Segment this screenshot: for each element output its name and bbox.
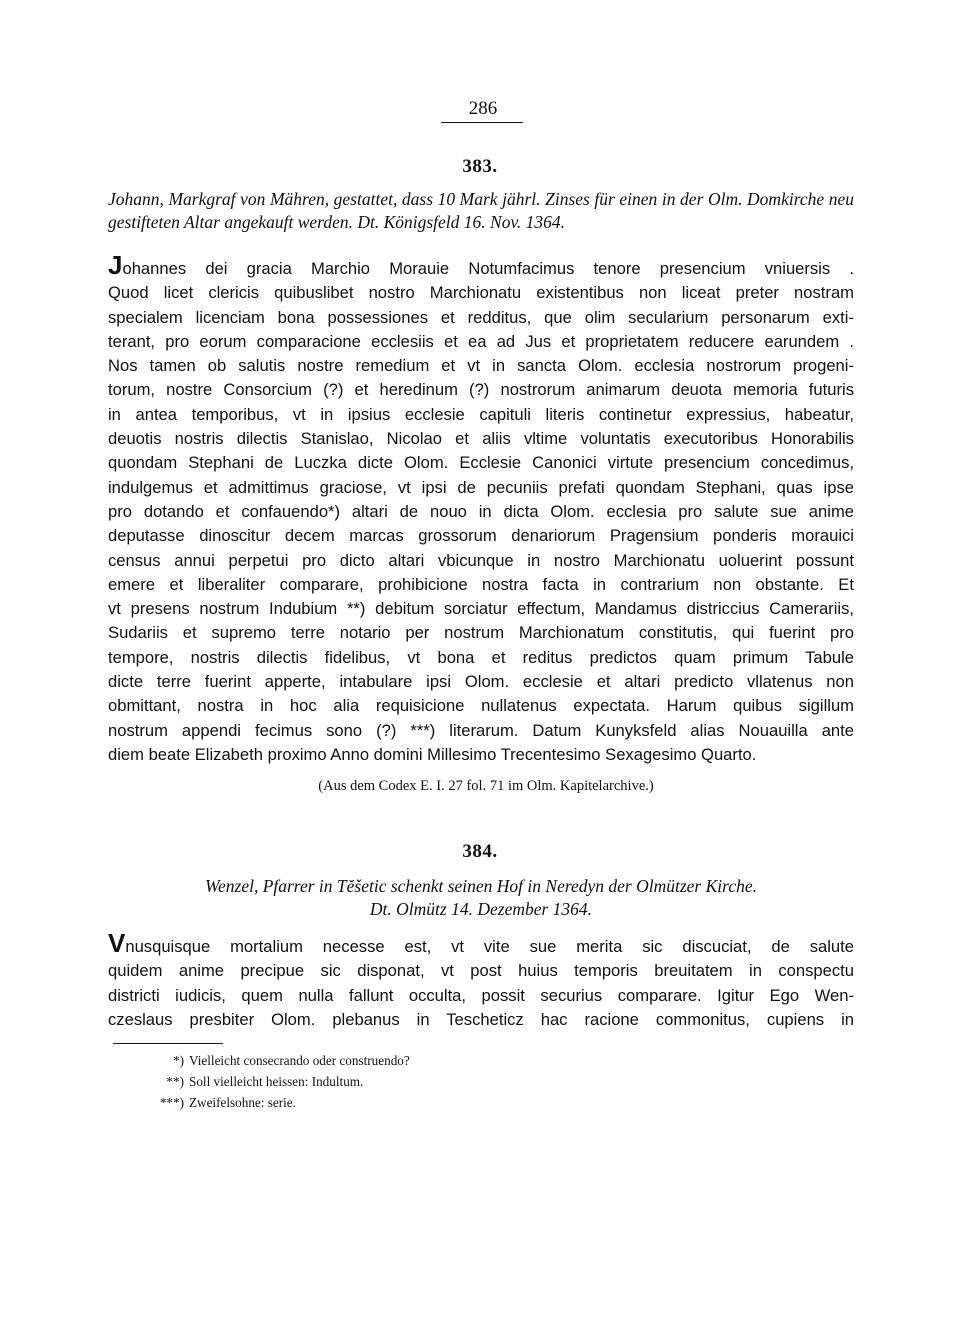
document-383-line: vt presens nostrum Indubium **) debitum sorciatur effectum, Mandamus districcius Camerariis, <box>108 599 854 619</box>
document-383-line: nostrum appendi fecimus sono (?) ***) literarum. Datum Kunyksfeld alias Nouauilla ante <box>108 720 854 740</box>
footnote-mark: *) <box>173 1053 184 1068</box>
document-383-line: emere et liberaliter comparare, prohibicione nostra facta in contrarium non obstante. Et <box>108 574 854 594</box>
document-384-line: quidem anime precipue sic disponat, vt post huius temporis breuitatem in conspectu <box>108 961 854 981</box>
footnote <box>140 1050 740 1071</box>
footnote-rule <box>113 1043 223 1044</box>
footnote <box>140 1071 740 1092</box>
document-384-body <box>108 928 854 1032</box>
document-383-line: Quod licet clericis quibuslibet nostro Marchionatu existentibus non liceat preter nostram <box>108 283 854 303</box>
document-383-line: Johannes dei gracia Marchio Morauie Notumfacimus tenore presencium vniuersis . <box>108 250 854 280</box>
document-384-heading <box>108 875 854 921</box>
footnote-text: Soll vielleicht heissen: Indultum. <box>189 1074 364 1089</box>
document-383-line: census annui perpetui pro dicto altari vbicunque in nostro Marchionatu uoluerint possunt <box>108 550 854 570</box>
document-383-line: indulgemus et admittimus graciose, vt ipsi de pecuniis prefati quondam Stephani, quas ipse <box>108 477 854 497</box>
document-383-line: torum, nostre Consorcium (?) et heredinum (?) nostrorum animarum deuota memoria futuris <box>108 380 854 400</box>
document-383-line: deputasse dinoscitur decem marcas grossorum denariorum Pragensium ponderis morauici <box>108 526 854 546</box>
footnote-mark: **) <box>166 1074 184 1089</box>
document-383-line: pro dotando et confauendo*) altari de nouo in dicta Olom. ecclesia pro salute sue anime <box>108 501 854 521</box>
document-383-line: Sudariis et supremo terre notario per nostrum Marchionatum constitutis, qui fuerint pro <box>108 623 854 643</box>
document-384-line: districti iudicis, quem nulla fallunt occulta, possit securius comparare. Igitur Ego Wen- <box>108 985 854 1005</box>
footnotes <box>140 1050 740 1113</box>
document-383-number: 383. <box>462 156 498 177</box>
footnote-mark: ***) <box>159 1095 184 1110</box>
document-383-line: terant, pro eorum comparacione ecclesiis et ea ad Jus et proprietatem reducere earundem . <box>108 331 854 351</box>
document-383-line: deuotis nostris dilectis Stanislao, Nicolao et aliis vltime voluntatis executoribus Honorabilis <box>108 429 854 449</box>
document-383-line: quondam Stephani de Luczka dicte Olom. Ecclesie Canonici virtute presencium concedimus, <box>108 453 854 473</box>
document-383-line: obmittant, nostra in hoc alia requisicione nullatenus expectata. Harum quibus sigillum <box>108 696 854 716</box>
page-number-rule <box>441 122 523 123</box>
footnote-text: Zweifelsohne: serie. <box>189 1095 296 1110</box>
drop-capital: V <box>108 928 126 958</box>
document-383-heading: Johann, Markgraf von Mähren, gestattet, dass 10 Mark jährl. Zinses für einen in der Olm. Domkirche neu gestifteten Altar angekauft werden. Dt. Königsfeld 16. Nov. 1364. <box>108 189 854 232</box>
document-383-line: in antea temporibus, vt in ipsius ecclesie capituli literis continetur expressius, habeatur, <box>108 404 854 424</box>
document-383-source-note: (Aus dem Codex E. I. 27 fol. 71 im Olm. Kapitelarchive.) <box>318 778 654 794</box>
footnote-text: Vielleicht consecrando oder construendo? <box>189 1053 410 1068</box>
document-383-line: tempore, nostris dilectis fidelibus, vt bona et reditus predictos quam primum Tabule <box>108 647 854 667</box>
document-384-line: Vnusquisque mortalium necesse est, vt vite sue merita sic discuciat, de salute <box>108 928 854 958</box>
document-383-line: Nos tamen ob salutis nostre remedium et vt in sancta Olom. ecclesia nostrorum progeni- <box>108 356 854 376</box>
document-384-number: 384. <box>462 841 498 862</box>
document-383-line: dicte terre fuerint apperte, intabulare ipsi Olom. ecclesie et altari predicto vllatenus non <box>108 672 854 692</box>
document-383-body <box>108 250 854 767</box>
document-383-line: diem beate Elizabeth proximo Anno domini Millesimo Trecentesimo Sexagesimo Quarto. <box>108 744 757 764</box>
page-number: 286 <box>468 98 498 119</box>
document-384-line: czeslaus presbiter Olom. plebanus in Tescheticz hac racione commonitus, cupiens in <box>108 1009 854 1029</box>
footnote <box>140 1092 740 1113</box>
drop-capital: J <box>108 250 123 280</box>
document-384-heading-line: Dt. Olmütz 14. Dezember 1364. <box>369 899 593 919</box>
document-383-line: specialem licenciam bona possessiones et redditus, que olim secularium personarum exti- <box>108 307 854 327</box>
document-384-heading-line: Wenzel, Pfarrer in Tĕšetic schenkt seinen Hof in Neredyn der Olmützer Kirche. <box>205 876 757 896</box>
